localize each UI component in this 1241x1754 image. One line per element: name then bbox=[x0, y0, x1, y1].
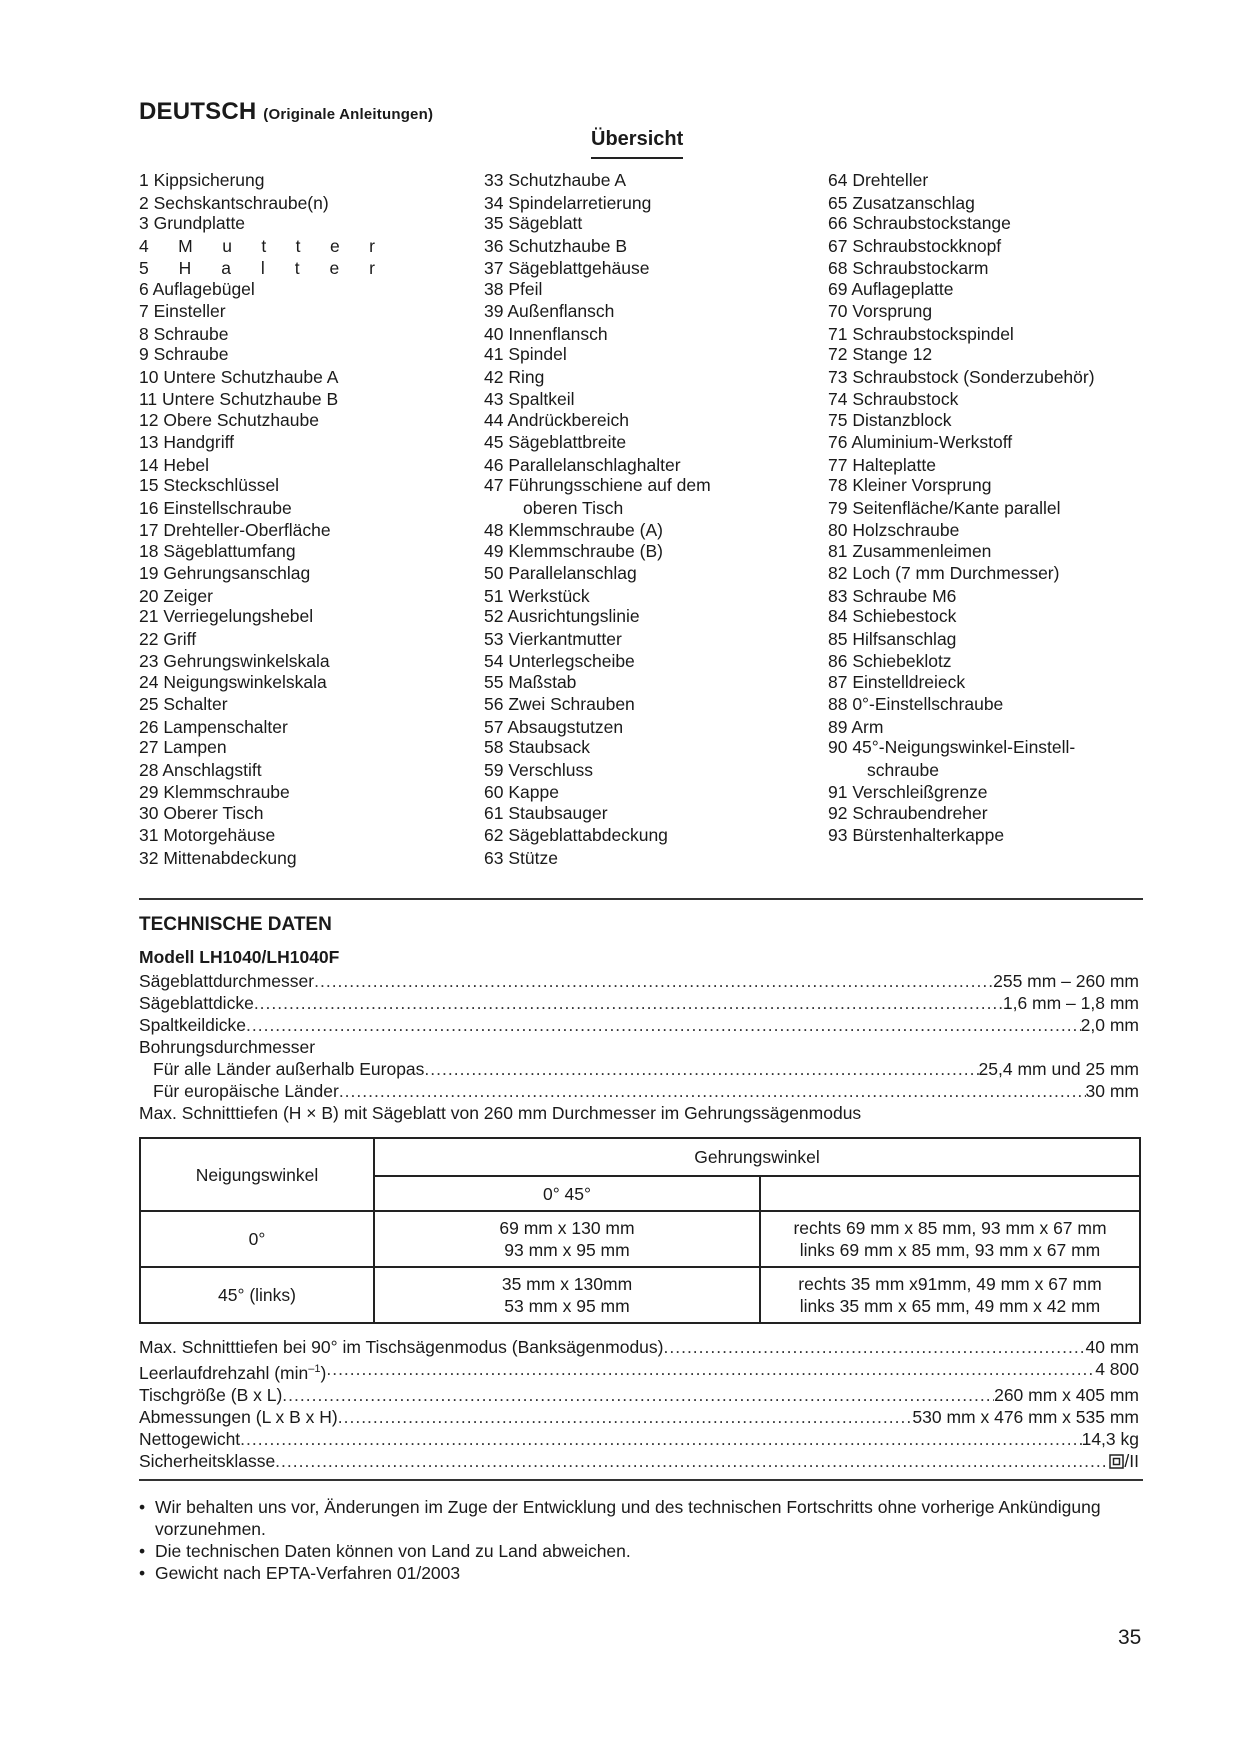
list-item: 92 Schraubendreher bbox=[828, 802, 988, 823]
list-item: 80 Holzschraube bbox=[828, 520, 960, 540]
notes-list bbox=[139, 1496, 1144, 1584]
miter-header: Gehrungswinkel bbox=[374, 1138, 1140, 1176]
list-item: 26 Lampenschalter bbox=[139, 716, 288, 737]
list-item: 7 Einsteller bbox=[139, 301, 226, 321]
list-item: 79 Seitenfläche/Kante parallel bbox=[828, 497, 1061, 518]
list-item: 17 Drehteller-Oberfläche bbox=[139, 520, 331, 540]
specs-list-2 bbox=[139, 1336, 1139, 1472]
list-item: 88 0°-Einstellschraube bbox=[828, 694, 1004, 714]
list-item: 60 Kappe bbox=[484, 782, 559, 802]
list-item: 10 Untere Schutzhaube A bbox=[139, 366, 339, 387]
parts-list-column-2 bbox=[484, 170, 824, 868]
list-item: 74 Schraubstock bbox=[828, 389, 959, 409]
spec-row: Für alle Länder außerhalb Europas ..... 25,4 mm und 25 mm bbox=[139, 1058, 1139, 1080]
list-item: 68 Schraubstockarm bbox=[828, 258, 989, 278]
table-cell: 45° (links) bbox=[140, 1267, 374, 1323]
list-item: 70 Vorsprung bbox=[828, 301, 933, 321]
list-item: 34 Spindelarretierung bbox=[484, 192, 652, 213]
list-item: 84 Schiebestock bbox=[828, 606, 957, 626]
spec-row: Sicherheitsklasse ..... /II bbox=[139, 1450, 1139, 1472]
list-item: 14 Hebel bbox=[139, 454, 210, 475]
double-insulation-icon bbox=[1109, 1454, 1124, 1469]
cut-capacity-table bbox=[139, 1137, 1141, 1324]
page-number: 35 bbox=[1118, 1626, 1142, 1649]
list-item: 82 Loch (7 mm Durchmesser) bbox=[828, 563, 1060, 583]
miter-sub-header: 0° 45° bbox=[374, 1176, 760, 1211]
list-item: 13 Handgriff bbox=[139, 432, 235, 452]
list-item: 55 Maßstab bbox=[484, 671, 577, 692]
spec-row: Max. Schnitttiefen (H × B) mit Sägeblatt von 260 mm Durchmesser im Gehrungssägenmodus bbox=[139, 1103, 862, 1123]
list-item: 42 Ring bbox=[484, 366, 545, 387]
list-item: 2 Sechskantschraube(n) bbox=[139, 192, 329, 213]
specs-list bbox=[139, 970, 1139, 1124]
list-item: 87 Einstelldreieck bbox=[828, 671, 966, 692]
list-item: oberen Tisch bbox=[523, 497, 624, 518]
table-cell: rechts 35 mm x91mm, 49 mm x 67 mm links 35 mm x 65 mm, 49 mm x 42 mm bbox=[760, 1267, 1140, 1323]
section-divider bbox=[139, 1479, 1143, 1481]
list-item: 29 Klemmschraube bbox=[139, 782, 290, 802]
miter-sub-header-empty bbox=[760, 1176, 1140, 1211]
list-item: 28 Anschlagstift bbox=[139, 759, 262, 780]
list-item: 5 H a l t e r bbox=[139, 258, 375, 278]
table-cell: rechts 69 mm x 85 mm, 93 mm x 67 mm links 69 mm x 85 mm, 93 mm x 67 mm bbox=[760, 1211, 1140, 1267]
list-item: 66 Schraubstockstange bbox=[828, 213, 1011, 233]
list-item: 64 Drehteller bbox=[828, 170, 929, 190]
list-item: 83 Schraube M6 bbox=[828, 585, 957, 606]
spec-row: Für europäische Länder ..... 30 mm bbox=[139, 1080, 1139, 1102]
list-item: 43 Spaltkeil bbox=[484, 389, 575, 409]
list-item: 71 Schraubstockspindel bbox=[828, 323, 1014, 344]
list-item: 49 Klemmschraube (B) bbox=[484, 540, 663, 561]
list-item: 24 Neigungswinkelskala bbox=[139, 671, 327, 692]
list-item: 47 Führungsschiene auf dem bbox=[484, 475, 711, 495]
list-item: 72 Stange 12 bbox=[828, 344, 933, 364]
list-item: 40 Innenflansch bbox=[484, 323, 608, 344]
list-item: 37 Sägeblattgehäuse bbox=[484, 258, 650, 278]
list-item: 9 Schraube bbox=[139, 344, 229, 364]
spec-row: Sägeblattdurchmesser ..... 255 mm – 260 mm bbox=[139, 970, 1139, 992]
list-item: 53 Vierkantmutter bbox=[484, 628, 622, 649]
list-item: 33 Schutzhaube A bbox=[484, 170, 627, 190]
list-item: 6 Auflagebügel bbox=[139, 278, 255, 299]
list-item: 11 Untere Schutzhaube B bbox=[139, 389, 339, 409]
list-item: 31 Motorgehäuse bbox=[139, 825, 276, 845]
list-item: 61 Staubsauger bbox=[484, 802, 608, 823]
list-item: 58 Staubsack bbox=[484, 737, 591, 757]
spec-row: Tischgröße (B x L) ..... 260 mm x 405 mm bbox=[139, 1384, 1139, 1406]
list-item: • Wir behalten uns vor, Änderungen im Zuge der Entwicklung und des technischen Fortschritts ohne vorherige Ankündigung vorzunehmen. bbox=[139, 1497, 1101, 1539]
list-item: 35 Sägeblatt bbox=[484, 213, 583, 233]
spec-row: Abmessungen (L x B x H) ..... 530 mm x 476 mm x 535 mm bbox=[139, 1406, 1139, 1428]
list-item: 30 Oberer Tisch bbox=[139, 802, 264, 823]
spec-row: Max. Schnitttiefen bei 90° im Tischsägenmodus (Banksägenmodus) ..... 40 mm bbox=[139, 1336, 1139, 1358]
list-item: 78 Kleiner Vorsprung bbox=[828, 475, 992, 495]
overview-heading: Übersicht bbox=[591, 128, 683, 159]
list-item: 75 Distanzblock bbox=[828, 409, 952, 430]
list-item: 46 Parallelanschlaghalter bbox=[484, 454, 681, 475]
list-item: 3 Grundplatte bbox=[139, 213, 246, 233]
list-item: 81 Zusammenleimen bbox=[828, 540, 992, 561]
list-item: 15 Steckschlüssel bbox=[139, 475, 280, 495]
table-cell: 69 mm x 130 mm 93 mm x 95 mm bbox=[374, 1211, 760, 1267]
list-item: 86 Schiebeklotz bbox=[828, 651, 952, 671]
list-item: 23 Gehrungswinkelskala bbox=[139, 651, 330, 671]
list-item: 85 Hilfsanschlag bbox=[828, 628, 957, 649]
list-item: 67 Schraubstockknopf bbox=[828, 235, 1002, 256]
list-item: 25 Schalter bbox=[139, 694, 228, 714]
list-item: 18 Sägeblattumfang bbox=[139, 540, 296, 561]
list-item: 50 Parallelanschlag bbox=[484, 563, 637, 583]
list-item: 57 Absaugstutzen bbox=[484, 716, 624, 737]
list-item: 38 Pfeil bbox=[484, 278, 543, 299]
list-item: 41 Spindel bbox=[484, 344, 567, 364]
list-item: 90 45°-Neigungswinkel-Einstell- bbox=[828, 737, 1076, 757]
spec-row: Leerlaufdrehzahl $(\min^{-1})$ ..... 4 800 bbox=[139, 1358, 1139, 1384]
list-item: 65 Zusatzanschlag bbox=[828, 192, 975, 213]
list-item: 19 Gehrungsanschlag bbox=[139, 563, 311, 583]
list-item: 4 M u t t e r bbox=[139, 235, 375, 256]
spec-row: Bohrungsdurchmesser bbox=[139, 1037, 316, 1057]
specs-heading: TECHNISCHE DATEN bbox=[139, 914, 332, 935]
language-name: DEUTSCH bbox=[139, 98, 257, 125]
list-item: 93 Bürstenhalterkappe bbox=[828, 825, 1005, 845]
table-cell: 0° bbox=[140, 1211, 374, 1267]
list-item: • Die technischen Daten können von Land zu Land abweichen. bbox=[139, 1541, 631, 1561]
list-item: 51 Werkstück bbox=[484, 585, 590, 606]
model-heading: Modell LH1040/LH1040F bbox=[139, 947, 340, 967]
list-item: 32 Mittenabdeckung bbox=[139, 847, 297, 868]
list-item: 48 Klemmschraube (A) bbox=[484, 520, 663, 540]
list-item: 36 Schutzhaube B bbox=[484, 235, 628, 256]
spec-row: Nettogewicht ..... 14,3 kg bbox=[139, 1428, 1139, 1450]
list-item: 8 Schraube bbox=[139, 323, 229, 344]
list-item: 69 Auflageplatte bbox=[828, 278, 954, 299]
list-item: 52 Ausrichtungslinie bbox=[484, 606, 640, 626]
table-cell: 35 mm x 130mm 53 mm x 95 mm bbox=[374, 1267, 760, 1323]
list-item: 16 Einstellschraube bbox=[139, 497, 292, 518]
section-divider bbox=[139, 898, 1143, 900]
spec-row: Sägeblattdicke ..... 1,6 mm – 1,8 mm bbox=[139, 992, 1139, 1014]
list-item: 39 Außenflansch bbox=[484, 301, 615, 321]
parts-list-column-1 bbox=[139, 170, 469, 868]
list-item: 54 Unterlegscheibe bbox=[484, 651, 635, 671]
list-item: 73 Schraubstock (Sonderzubehör) bbox=[828, 366, 1095, 387]
list-item: 22 Griff bbox=[139, 628, 197, 649]
bevel-header: Neigungswinkel bbox=[140, 1138, 374, 1211]
list-item: 59 Verschluss bbox=[484, 759, 593, 780]
list-item: 20 Zeiger bbox=[139, 585, 213, 606]
language-subtitle: (Originale Anleitungen) bbox=[263, 106, 434, 123]
list-item: 1 Kippsicherung bbox=[139, 170, 265, 190]
parts-list-column-3 bbox=[828, 170, 1188, 846]
list-item: 21 Verriegelungshebel bbox=[139, 606, 314, 626]
list-item: 56 Zwei Schrauben bbox=[484, 694, 635, 714]
list-item: 44 Andrückbereich bbox=[484, 409, 629, 430]
list-item: 45 Sägeblattbreite bbox=[484, 432, 627, 452]
list-item: 89 Arm bbox=[828, 716, 884, 737]
list-item: 76 Aluminium-Werkstoff bbox=[828, 432, 1013, 452]
list-item: 62 Sägeblattabdeckung bbox=[484, 825, 668, 845]
list-item: 91 Verschleißgrenze bbox=[828, 782, 988, 802]
list-item: 77 Halteplatte bbox=[828, 454, 936, 475]
list-item: 27 Lampen bbox=[139, 737, 227, 757]
spec-row: Spaltkeildicke ..... 2,0 mm bbox=[139, 1014, 1139, 1036]
list-item: schraube bbox=[867, 759, 939, 780]
list-item: • Gewicht nach EPTA-Verfahren 01/2003 bbox=[139, 1563, 461, 1583]
list-item: 63 Stütze bbox=[484, 847, 558, 868]
list-item: 12 Obere Schutzhaube bbox=[139, 409, 319, 430]
language-title bbox=[139, 98, 433, 126]
